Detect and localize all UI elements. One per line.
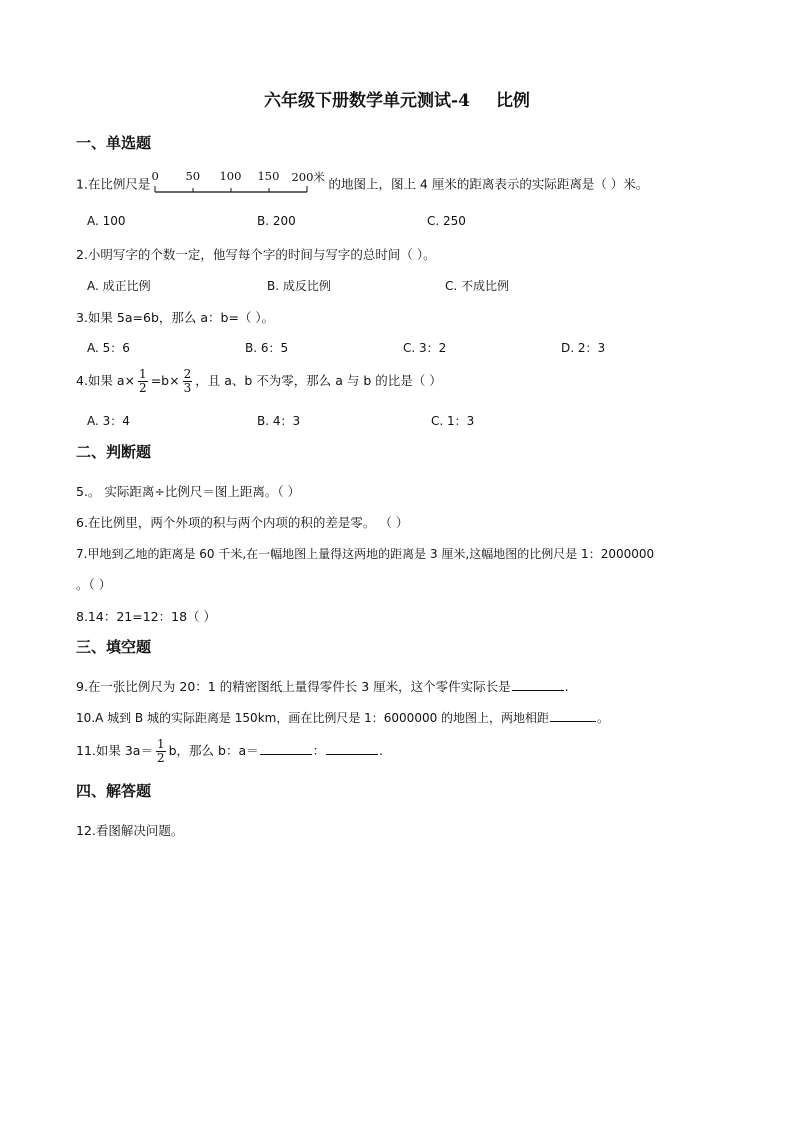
question-5: 5.。 实际距离÷比例尺＝图上距离。（ ） <box>76 484 301 499</box>
option-b: B. 4：3 <box>257 414 301 428</box>
page-title <box>0 86 794 111</box>
option-a: A. 100 <box>87 214 126 228</box>
question-6: 6.在比例里，两个外项的积与两个内项的积的差是零。 （ ） <box>76 515 409 530</box>
question-7-line-1: 7.甲地到乙地的距离是 60 千米,在一幅地图上量得这两地的距离是 3 厘米,这幅地图的比例尺是 1：2000000 <box>76 547 655 561</box>
option-a: A. 5：6 <box>87 341 130 355</box>
option-c: C. 3：2 <box>403 341 447 355</box>
scale-label: 200米 <box>291 170 325 184</box>
q11-prefix: 11.如果 3a＝ <box>76 743 153 758</box>
question-10 <box>76 709 609 726</box>
option-b: B. 成反比例 <box>267 279 331 293</box>
option-b: B. 200 <box>257 214 296 228</box>
answer-blank[interactable] <box>512 679 564 691</box>
fraction-numerator: 2 <box>183 367 192 381</box>
option-c: C. 250 <box>427 214 466 228</box>
question-11 <box>76 738 383 765</box>
q9-suffix: . <box>564 679 569 694</box>
scale-label: 150 <box>257 169 280 183</box>
fraction-denominator: 3 <box>183 381 192 395</box>
section-heading-fill-in: 三、填空题 <box>76 638 152 656</box>
option-c: C. 不成比例 <box>445 279 510 293</box>
section-heading-solve: 四、解答题 <box>76 782 152 800</box>
q11-suffix: . <box>379 743 384 758</box>
question-12: 12.看图解决问题。 <box>76 823 184 838</box>
scale-bar-figure <box>151 169 327 196</box>
q1-suffix: 的地图上，图上 4 厘米的距离表示的实际距离是（ ）米。 <box>328 176 649 192</box>
fraction-one-half <box>138 368 148 395</box>
fraction-one-half <box>156 738 166 765</box>
question-7-line-2: 。（ ） <box>76 577 112 592</box>
question-9 <box>76 677 569 695</box>
question-8: 8.14：21=12：18（ ） <box>76 609 216 624</box>
fraction-numerator: 1 <box>139 367 147 381</box>
title-sub: 比例 <box>495 91 530 111</box>
fraction-numerator: 1 <box>156 737 165 751</box>
question-4 <box>76 368 442 395</box>
option-a: A. 成正比例 <box>87 279 151 293</box>
option-b: B. 6：5 <box>245 341 289 355</box>
scale-label: 0 <box>151 169 159 183</box>
option-a: A. 3：4 <box>87 414 130 428</box>
option-d: D. 2：3 <box>561 341 606 355</box>
answer-blank[interactable] <box>326 743 378 755</box>
fraction-denominator: 2 <box>156 751 165 765</box>
scale-label: 50 <box>185 169 201 183</box>
fraction-denominator: 2 <box>139 381 147 395</box>
section-heading-single-choice: 一、单选题 <box>76 134 152 152</box>
q10-suffix: 。 <box>597 711 610 725</box>
q4-mid: =b× <box>150 373 180 388</box>
q4-prefix: 4.如果 a× <box>76 373 136 388</box>
scale-label: 100 <box>219 169 242 183</box>
q10-prefix: 10.A 城到 B 城的实际距离是 150km，画在比例尺是 1：6000000 的地图上，两地相距 <box>76 711 550 725</box>
title-main: 六年级下册数学单元测试-4 <box>264 91 470 111</box>
answer-blank[interactable] <box>550 710 596 722</box>
option-c: C. 1：3 <box>431 414 475 428</box>
answer-blank[interactable] <box>260 743 312 755</box>
q11-colon: ： <box>312 743 326 758</box>
section-heading-true-false: 二、判断题 <box>76 443 152 461</box>
q1-prefix: 1.在比例尺是 <box>76 176 151 192</box>
q9-prefix: 9.在一张比例尺为 20：1 的精密图纸上量得零件长 3 厘米，这个零件实际长是 <box>76 679 511 694</box>
q11-mid: b，那么 b：a＝ <box>168 743 259 758</box>
question-1 <box>76 169 649 196</box>
question-3: 3.如果 5a=6b，那么 a：b=（ ）。 <box>76 310 275 325</box>
fraction-two-thirds <box>183 368 193 395</box>
q4-suffix: ，且 a、b 不为零，那么 a 与 b 的比是（ ） <box>195 373 442 388</box>
question-2: 2.小明写字的个数一定，他写每个字的时间与写字的总时间（ ）。 <box>76 247 436 262</box>
